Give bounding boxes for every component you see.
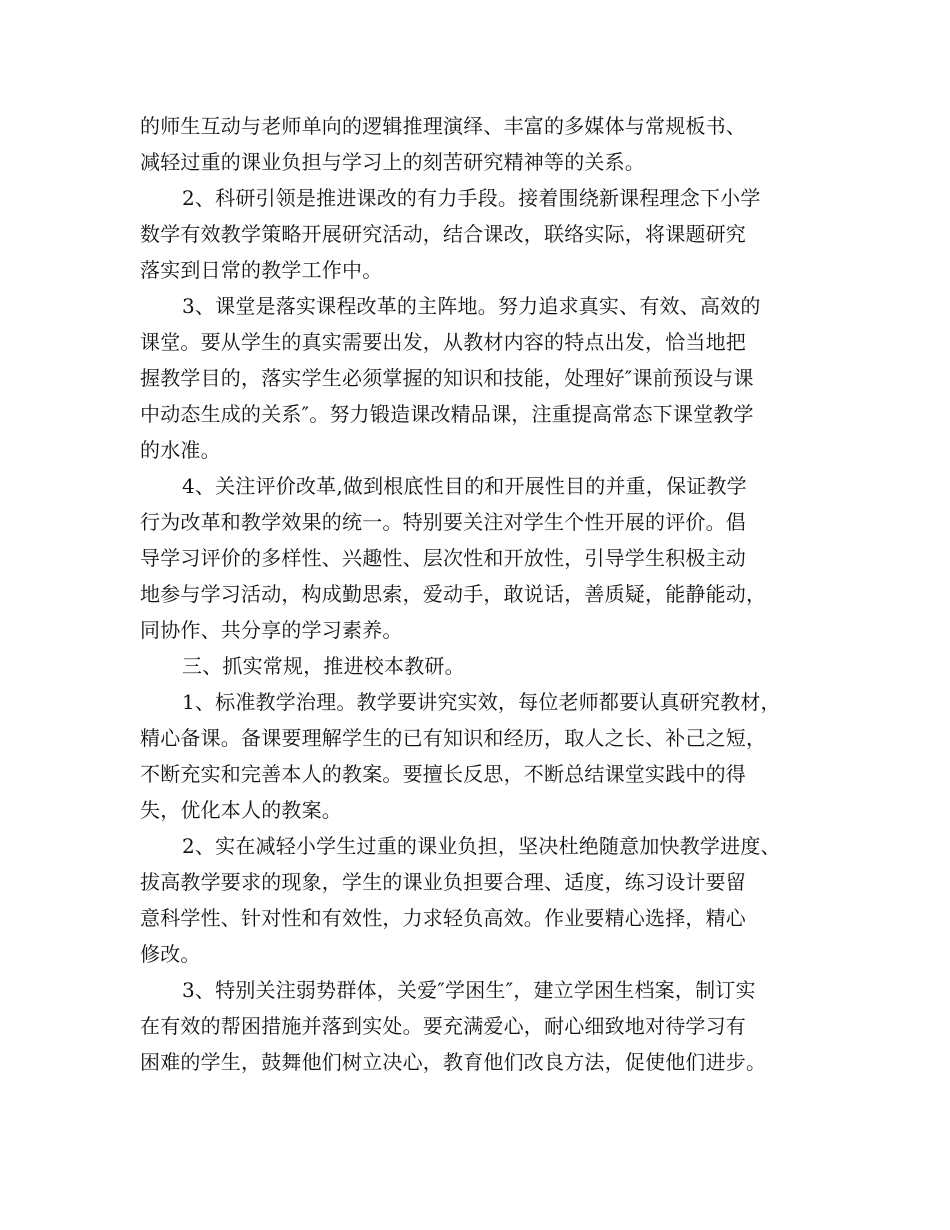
text-line: 在有效的帮困措施并落到实处。要充满爱心，耐心细致地对待学习有 bbox=[140, 1014, 746, 1038]
paragraph-start-line: 1、标准教学治理。教学要讲究实效，每位老师都要认真研究教材， bbox=[182, 690, 781, 714]
text-line: 握教学目的，落实学生必须掌握的知识和技能，处理好″课前预设与课 bbox=[140, 366, 754, 390]
text-line: 课堂。要从学生的真实需要出发，从教材内容的特点出发，恰当地把 bbox=[140, 330, 746, 354]
paragraph-start-line: 2、科研引领是推进课改的有力手段。接着围绕新课程理念下小学 bbox=[182, 186, 761, 210]
text-line: 不断充实和完善本人的教案。要擅长反思，不断总结课堂实践中的得 bbox=[140, 762, 746, 786]
text-line: 的师生互动与老师单向的逻辑推理演绎、丰富的多媒体与常规板书、 bbox=[140, 114, 746, 138]
text-line: 导学习评价的多样性、兴趣性、层次性和开放性，引导学生积极主动 bbox=[140, 546, 746, 570]
text-line: 减轻过重的课业负担与学习上的刻苦研究精神等的关系。 bbox=[140, 150, 645, 174]
document-body bbox=[140, 108, 820, 1080]
text-line: 修改。 bbox=[140, 942, 201, 966]
section-heading: 三、抓实常规，推进校本教研。 bbox=[182, 654, 465, 678]
text-line: 行为改革和教学效果的统一。特别要关注对学生个性开展的评价。倡 bbox=[140, 510, 746, 534]
paragraph-start-line: 3、课堂是落实课程改革的主阵地。努力追求真实、有效、高效的 bbox=[182, 294, 761, 318]
text-line: 精心备课。备课要理解学生的已有知识和经历，取人之长、补己之短， bbox=[140, 726, 767, 750]
text-line: 地参与学习活动，构成勤思索，爱动手，敢说话，善质疑，能静能动， bbox=[140, 582, 767, 606]
text-line: 失，优化本人的教案。 bbox=[140, 798, 342, 822]
text-line: 同协作、共分享的学习素养。 bbox=[140, 618, 403, 642]
paragraph-start-line: 2、实在减轻小学生过重的课业负担，坚决杜绝随意加快教学进度、 bbox=[182, 834, 781, 858]
text-line: 的水准。 bbox=[140, 438, 221, 462]
text-line: 拔高教学要求的现象，学生的课业负担要合理、适度，练习设计要留 bbox=[140, 870, 746, 894]
paragraph-start-line: 3、特别关注弱势群体，关爱″学困生″，建立学困生档案，制订实 bbox=[182, 978, 756, 1002]
text-line: 数学有效教学策略开展研究活动，结合课改，联络实际，将课题研究 bbox=[140, 222, 746, 246]
text-line: 落实到日常的教学工作中。 bbox=[140, 258, 383, 282]
paragraph-start-line: 4、关注评价改革,做到根底性目的和开展性目的并重，保证教学 bbox=[182, 474, 747, 498]
text-line: 中动态生成的关系″。努力锻造课改精品课，注重提高常态下课堂教学 bbox=[140, 402, 754, 426]
text-line: 困难的学生，鼓舞他们树立决心，教育他们改良方法，促使他们进步。 bbox=[140, 1050, 767, 1074]
text-line: 意科学性、针对性和有效性，力求轻负高效。作业要精心选择，精心 bbox=[140, 906, 746, 930]
